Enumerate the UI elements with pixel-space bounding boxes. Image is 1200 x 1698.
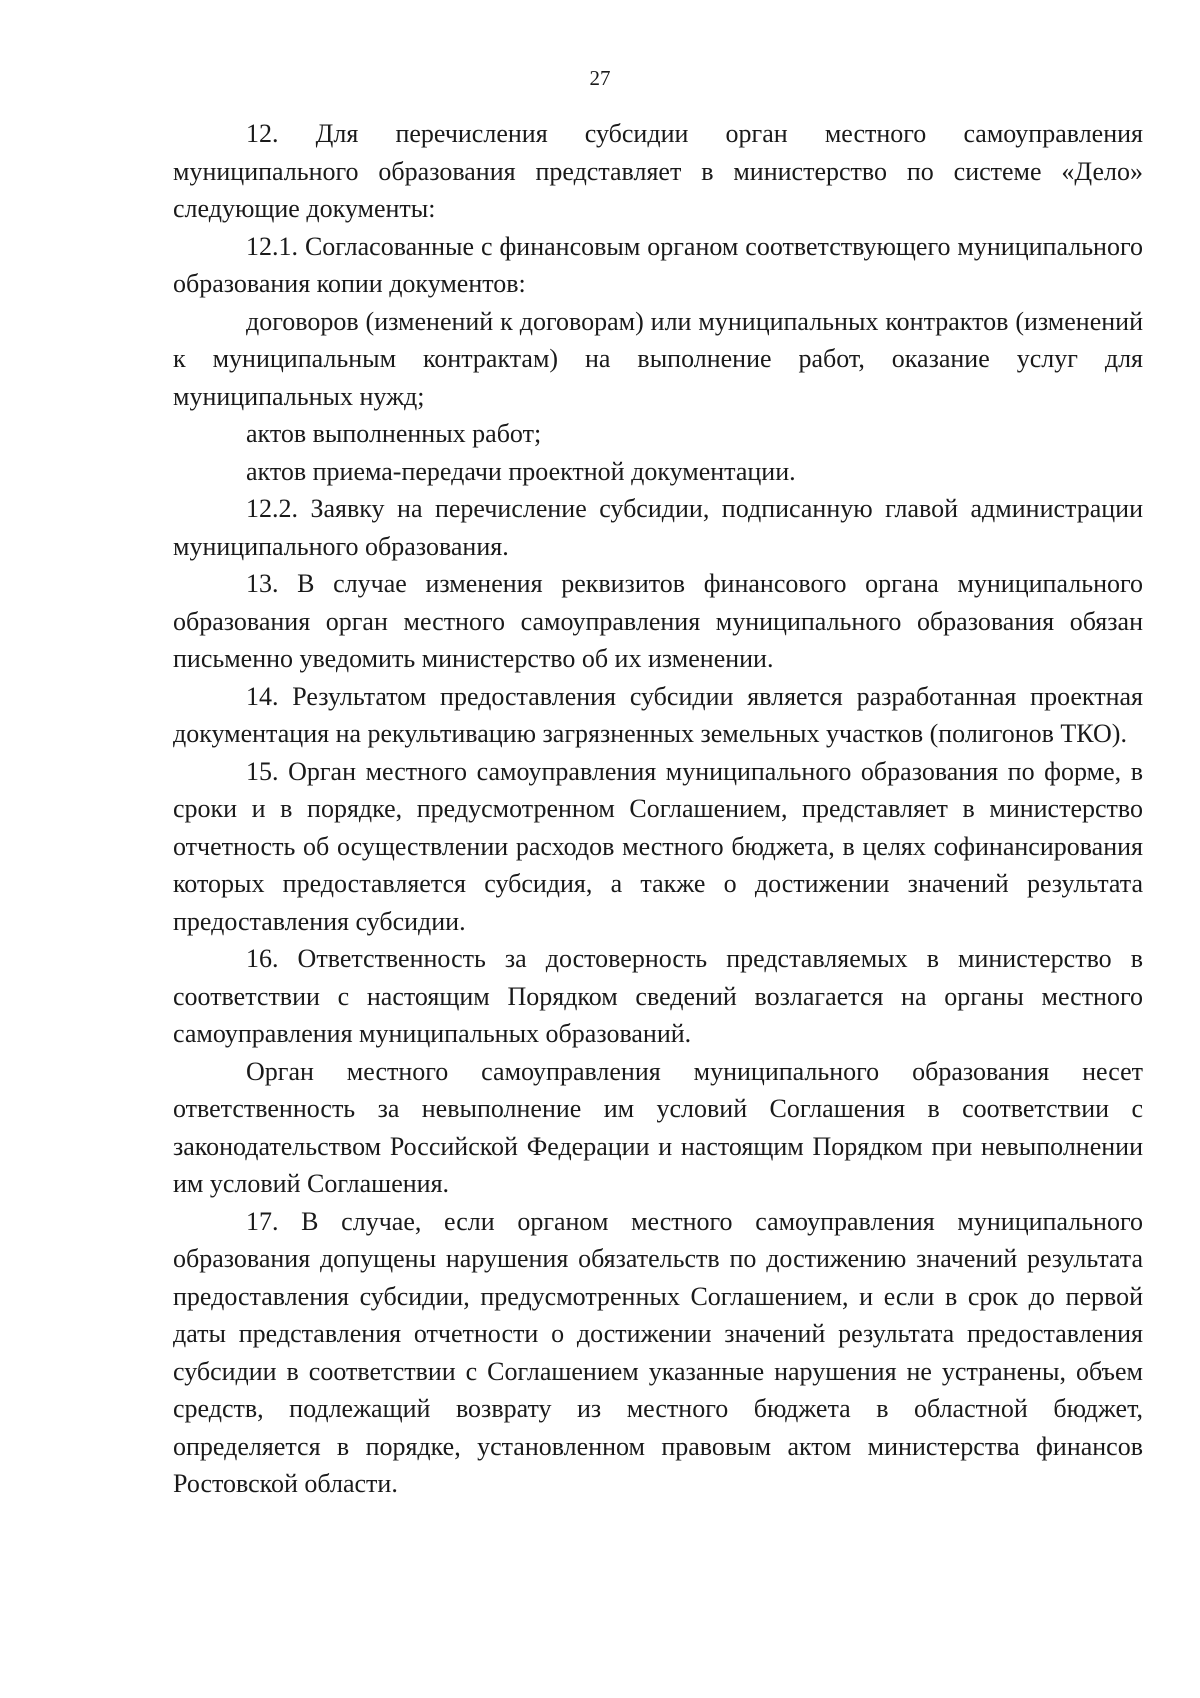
document-body <box>173 115 1143 1503</box>
paragraph-contracts: договоров (изменений к договорам) или муниципальных контрактов (изменений к муниципальным контрактам) на выполнение работ, оказание услуг для муниципальных нужд; <box>173 306 1143 411</box>
paragraph-12: 12. Для перечисления субсидии орган местного самоуправления муниципального образования представляет в министерство по системе «Дело» следующие документы: <box>173 119 1143 223</box>
paragraph-12-2: 12.2. Заявку на перечисление субсидии, подписанную главой администрации муниципального образования. <box>173 494 1143 561</box>
page-number: 27 <box>589 66 611 90</box>
paragraph-17: 17. В случае, если органом местного самоуправления муниципального образования допущены нарушения обязательств по достижению значений результата предоставления субсидии, предусмотренных Соглашением, и если в срок до первой даты представления отчетности о достижении значений результата предоставления субсидии в соответствии с Соглашением указанные нарушения не устранены, объем средств, подлежащий возврату из местного бюджета в областной бюджет, определяется в порядке, установленном правовым актом министерства финансов Ростовской области. <box>173 1206 1143 1498</box>
paragraph-12-1: 12.1. Согласованные с финансовым органом соответствующего муниципального образования копии документов: <box>173 231 1143 298</box>
paragraph-15: 15. Орган местного самоуправления муниципального образования по форме, в сроки и в порядке, предусмотренном Соглашением, представляет в министерство отчетность об осуществлении расходов местного бюджета, в целях софинансирования которых предоставляется субсидия, а также о достижении значений результата предоставления субсидии. <box>173 756 1143 936</box>
paragraph-16-responsibility: Орган местного самоуправления муниципального образования несет ответственность за невыполнение им условий Соглашения в соответствии с законодательством Российской Федерации и настоящим Порядком при невыполнении им условий Соглашения. <box>173 1056 1143 1198</box>
paragraph-acts-transfer: актов приема-передачи проектной документации. <box>246 456 796 486</box>
paragraph-14: 14. Результатом предоставления субсидии является разработанная проектная документация на рекультивацию загрязненных земельных участков (полигонов ТКО). <box>173 681 1143 748</box>
paragraph-16: 16. Ответственность за достоверность представляемых в министерство в соответствии с настоящим Порядком сведений возлагается на органы местного самоуправления муниципальных образований. <box>173 944 1143 1048</box>
paragraph-acts-works: актов выполненных работ; <box>246 419 542 448</box>
paragraph-13: 13. В случае изменения реквизитов финансового органа муниципального образования орган местного самоуправления муниципального образования обязан письменно уведомить министерство об их изменении. <box>173 569 1143 673</box>
